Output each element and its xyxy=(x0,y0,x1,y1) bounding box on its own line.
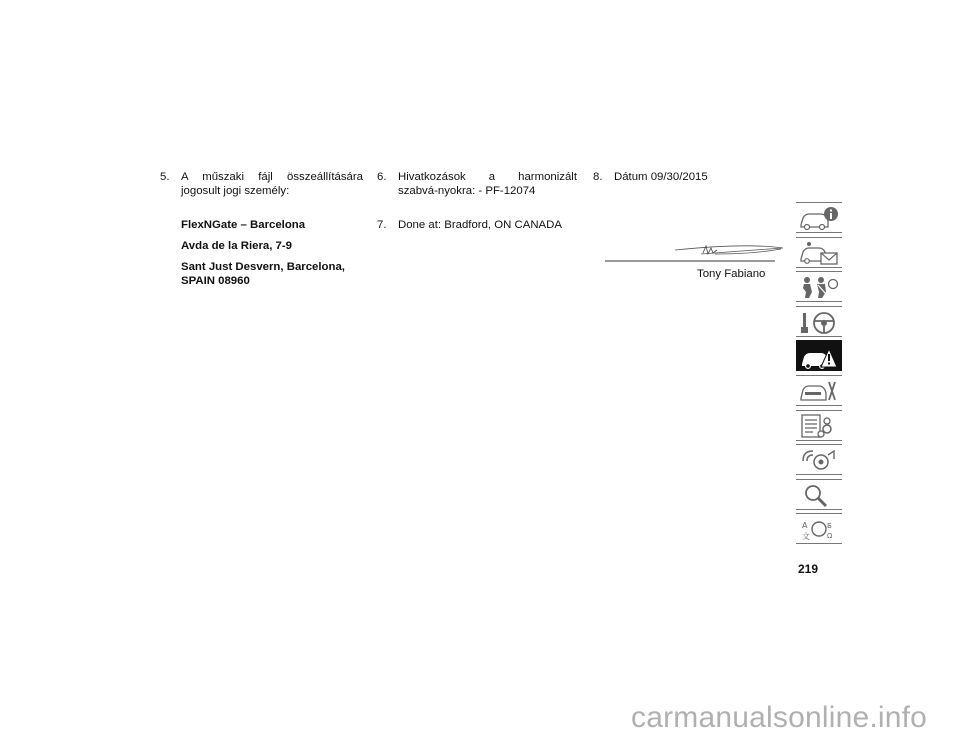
item-5 xyxy=(160,170,363,198)
airbag-seatbelt-icon xyxy=(799,274,839,300)
svg-text:Ω: Ω xyxy=(827,532,833,541)
item-7-number: 7. xyxy=(377,219,387,231)
steering-wheel-icon xyxy=(799,309,839,335)
item-5-number: 5. xyxy=(160,171,170,183)
search-icon xyxy=(799,482,839,508)
address-city: Sant Just Desvern, Barcelona, SPAIN 08960 xyxy=(181,261,345,287)
car-info-icon xyxy=(799,205,839,231)
item-7 xyxy=(377,218,577,232)
item-6-text: Hivatkozások a harmonizált szabvá-nyokra: - PF-12074 xyxy=(398,171,577,197)
tab-search[interactable] xyxy=(796,479,842,510)
car-message-icon xyxy=(799,240,839,266)
watermark-text[interactable]: carmanualsonline.info xyxy=(631,701,928,734)
car-service-icon xyxy=(799,378,839,404)
address-company: FlexNGate – Barcelona xyxy=(181,219,306,231)
signatory-name: Tony Fabiano xyxy=(697,268,766,280)
item-5-text: A műszaki fájl összeállítására jogosult jogi személy: xyxy=(181,171,363,197)
svg-text:文: 文 xyxy=(802,532,810,542)
column-1 xyxy=(160,170,363,288)
specifications-icon xyxy=(799,413,839,439)
tab-car-warning[interactable] xyxy=(796,340,842,371)
tab-car-service[interactable] xyxy=(796,375,842,406)
column-3 xyxy=(593,170,783,184)
language-icon xyxy=(799,516,839,542)
tab-car-message[interactable] xyxy=(796,237,842,268)
address-street: Avda de la Riera, 7-9 xyxy=(181,240,293,252)
tab-multimedia[interactable] xyxy=(796,444,842,475)
tab-language[interactable] xyxy=(796,513,842,544)
item-8 xyxy=(593,170,783,184)
chapter-tabs xyxy=(796,202,842,548)
item-7-text: Done at: Bradford, ON CANADA xyxy=(398,219,562,231)
item-6 xyxy=(377,170,577,198)
page-number: 219 xyxy=(798,562,819,576)
svg-text:A: A xyxy=(802,521,808,531)
tab-steering-wheel[interactable] xyxy=(796,306,842,337)
item-8-text: Dátum 09/30/2015 xyxy=(614,171,708,183)
tab-airbag-seatbelt[interactable] xyxy=(796,271,842,302)
tab-specifications[interactable] xyxy=(796,410,842,441)
multimedia-icon xyxy=(799,447,839,473)
car-warning-icon xyxy=(799,343,839,369)
item-8-number: 8. xyxy=(593,171,603,183)
tab-car-info[interactable] xyxy=(796,202,842,233)
column-2 xyxy=(377,170,577,232)
svg-text:Б: Б xyxy=(827,522,832,531)
item-6-number: 6. xyxy=(377,171,387,183)
